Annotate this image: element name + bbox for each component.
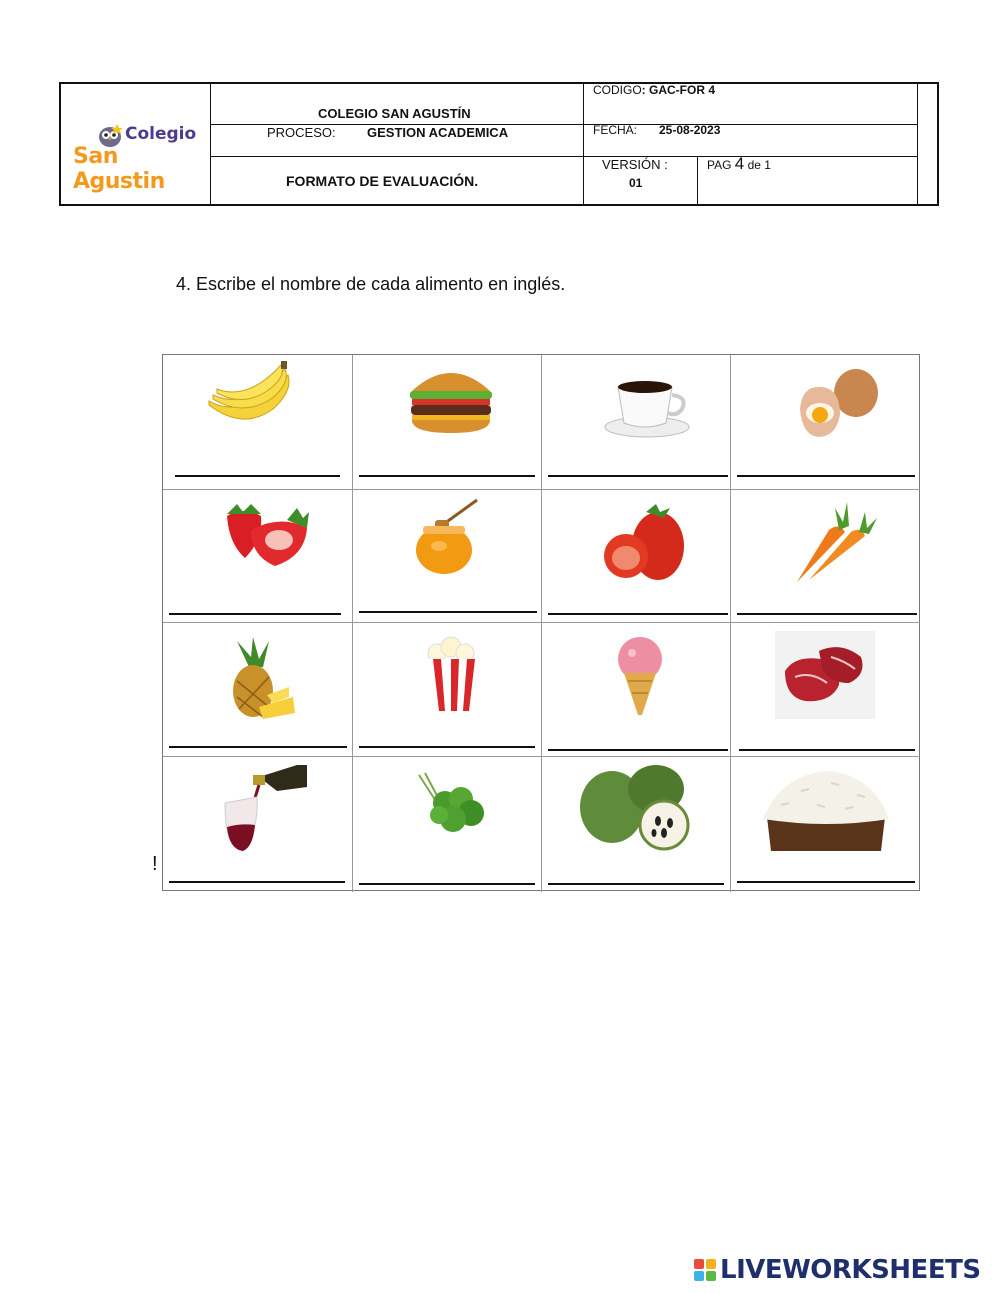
answer-line[interactable]: [548, 475, 728, 477]
brand-mark-icon: [694, 1259, 716, 1281]
school-logo: [71, 122, 211, 194]
food-cell: [542, 355, 731, 490]
popcorn-icon: [421, 635, 485, 715]
rice-icon: [761, 765, 891, 855]
pineapple-icon: [223, 637, 297, 723]
honey-icon: [411, 496, 483, 582]
format-title: FORMATO DE EVALUACIÓN.: [286, 173, 479, 189]
answer-line[interactable]: [548, 749, 728, 751]
food-cell: [353, 757, 542, 892]
instruction: 4. Escribe el nombre de cada alimento en inglés.: [176, 274, 566, 294]
version-label: VERSIÓN :: [602, 157, 668, 172]
answer-line[interactable]: [169, 613, 341, 615]
divider: [583, 84, 584, 204]
answer-line[interactable]: [548, 613, 728, 615]
answer-line[interactable]: [359, 475, 535, 477]
header-table: [59, 82, 939, 206]
food-cell: [542, 757, 731, 892]
codigo-label: CODIGO: [593, 83, 642, 97]
answer-line[interactable]: [169, 881, 345, 883]
answer-line[interactable]: [169, 746, 347, 748]
answer-line[interactable]: [175, 475, 340, 477]
answer-line[interactable]: [359, 611, 537, 613]
divider: [210, 156, 918, 157]
food-cell: [353, 355, 542, 490]
fecha-label: FECHA:: [593, 123, 638, 137]
food-cell: [163, 623, 353, 757]
divider: [917, 84, 918, 204]
answer-line[interactable]: [737, 475, 915, 477]
version-value: 01: [629, 176, 643, 190]
answer-line[interactable]: [737, 613, 917, 615]
soursop-icon: [578, 761, 690, 851]
food-cell: [731, 355, 920, 490]
proceso-label: PROCESO:: [267, 125, 336, 140]
school-name: COLEGIO SAN AGUSTÍN: [318, 106, 471, 121]
food-cell: [542, 490, 731, 623]
proceso-value: GESTION ACADEMICA: [367, 125, 509, 140]
food-cell: [542, 623, 731, 757]
food-cell: [731, 490, 920, 623]
fecha-value: 25-08-2023: [659, 123, 721, 137]
food-cell: [731, 757, 920, 892]
banana-icon: [203, 361, 303, 431]
page-total: de 1: [747, 158, 771, 172]
food-cell: [731, 623, 920, 757]
food-cell: [353, 490, 542, 623]
food-cell: [353, 623, 542, 757]
food-cell: [163, 490, 353, 623]
burger-icon: [406, 361, 496, 435]
codigo-field: [593, 83, 715, 97]
page-label: PAG: [707, 158, 732, 172]
carrot-icon: [789, 500, 879, 586]
codigo-value: : GAC-FOR 4: [641, 83, 716, 97]
tomato-icon: [598, 502, 688, 584]
egg-icon: [796, 365, 881, 441]
food-cell: [163, 757, 353, 892]
page-current: 4: [734, 154, 745, 173]
meat-icon: [775, 631, 875, 719]
ice-cream-icon: [610, 633, 670, 717]
answer-line[interactable]: [737, 881, 915, 883]
logo-text-top: Colegio: [125, 124, 197, 144]
liveworksheets-logo[interactable]: [694, 1255, 981, 1285]
food-cell: [163, 355, 353, 490]
divider: [697, 157, 698, 204]
answer-line[interactable]: [739, 749, 915, 751]
cilantro-icon: [411, 769, 495, 841]
stray-mark: !: [152, 853, 158, 875]
answer-line[interactable]: [359, 883, 535, 885]
answer-line[interactable]: [359, 746, 535, 748]
coffee-icon: [602, 369, 692, 441]
page-number: [707, 154, 771, 174]
strawberry-icon: [221, 500, 311, 570]
answer-line[interactable]: [548, 883, 724, 885]
food-grid: [162, 354, 920, 891]
wine-icon: [219, 763, 309, 857]
brand-name: LIVEWORKSHEETS: [720, 1255, 981, 1285]
logo-text-bottom: San Agustin: [73, 144, 165, 194]
